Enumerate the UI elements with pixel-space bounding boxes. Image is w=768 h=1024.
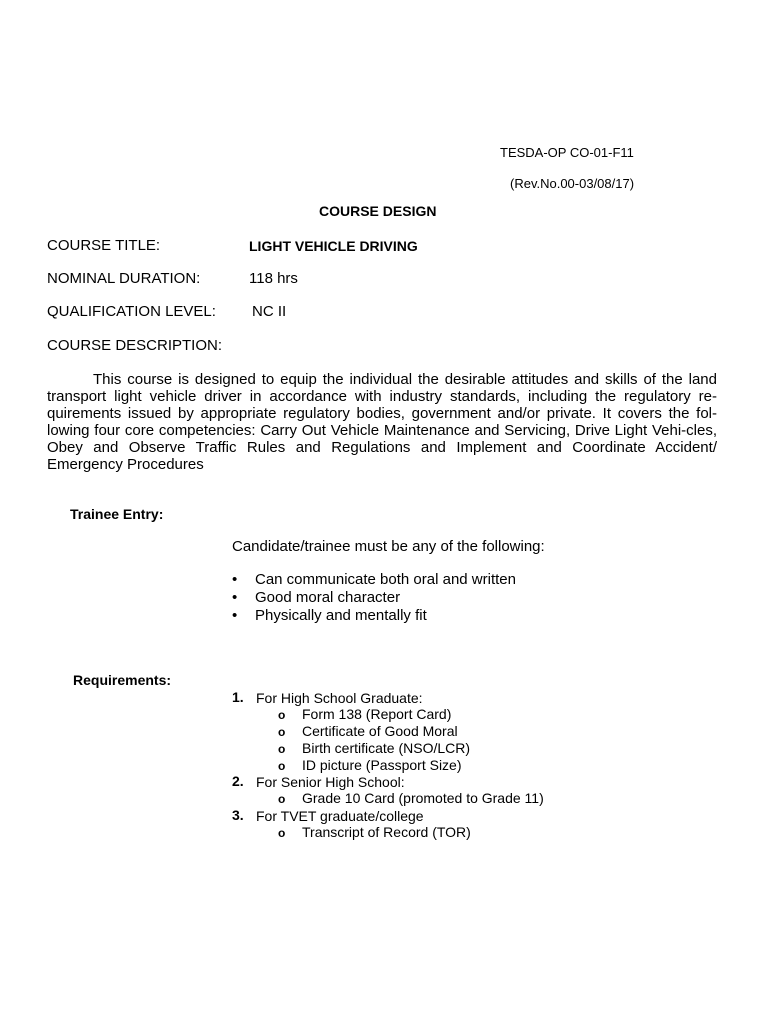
trainee-entry-list (232, 571, 516, 625)
course-description-label: COURSE DESCRIPTION: (47, 337, 223, 354)
sub-bullet-icon: o (278, 742, 286, 756)
sub-bullet-icon: o (278, 792, 286, 806)
bullet-icon: • (232, 589, 238, 606)
list-item-text: Good moral character (255, 589, 401, 606)
requirement-number: 3. (232, 807, 244, 823)
requirement-item: Birth certificate (NSO/LCR) (302, 740, 471, 756)
requirement-item: Transcript of Record (TOR) (302, 824, 471, 840)
form-code: TESDA-OP CO-01-F11 (500, 145, 634, 160)
nominal-duration-value: 118 hrs (249, 270, 298, 287)
list-item-text: Physically and mentally fit (255, 607, 427, 624)
revision-number: (Rev.No.00-03/08/17) (510, 176, 635, 191)
qualification-level-label: QUALIFICATION LEVEL: (47, 303, 216, 320)
bullet-icon: • (232, 607, 238, 624)
course-title-label: COURSE TITLE: (47, 237, 161, 254)
nominal-duration-label: NOMINAL DURATION: (47, 270, 201, 287)
qualification-level-value: NC II (252, 303, 287, 320)
sub-bullet-icon: o (278, 759, 286, 773)
requirements-label: Requirements: (73, 672, 172, 688)
bullet-icon: • (232, 571, 238, 588)
list-item (232, 571, 516, 589)
sub-bullet-icon: o (278, 826, 286, 840)
requirement-group-title: For High School Graduate: (256, 690, 423, 706)
requirement-item: Form 138 (Report Card) (302, 706, 452, 722)
requirement-item: Grade 10 Card (promoted to Grade 11) (302, 790, 544, 806)
list-item (232, 589, 516, 607)
sub-bullet-icon: o (278, 708, 286, 722)
requirement-group-title: For Senior High School: (256, 774, 405, 790)
requirement-group-title: For TVET graduate/college (256, 808, 424, 824)
requirement-number: 2. (232, 773, 244, 789)
trainee-entry-intro: Candidate/trainee must be any of the following: (232, 538, 545, 555)
list-item-text: Can communicate both oral and written (255, 571, 516, 588)
requirement-item: Certificate of Good Moral (302, 723, 458, 739)
trainee-entry-label: Trainee Entry: (70, 506, 164, 522)
list-item (232, 607, 516, 625)
course-description-text: This course is designed to equip the individual the desirable attitudes and skills of the land transport light vehicle driver in accordance with industry standards, including the regulatory re-quirements issued by appropriate regulatory bodies, government and/or private. It covers the fol-lowing four core competencies: Carry Out Vehicle Maintenance and Servicing, Drive Light Vehi-cles, Obey and Observe Traffic Rules and Regulations and Implement and Coordinate Accident/ Emergency Procedures (47, 371, 717, 473)
requirement-number: 1. (232, 689, 244, 705)
course-title-value: LIGHT VEHICLE DRIVING (249, 238, 418, 254)
page-title: COURSE DESIGN (319, 203, 437, 219)
requirement-item: ID picture (Passport Size) (302, 757, 462, 773)
sub-bullet-icon: o (278, 725, 286, 739)
